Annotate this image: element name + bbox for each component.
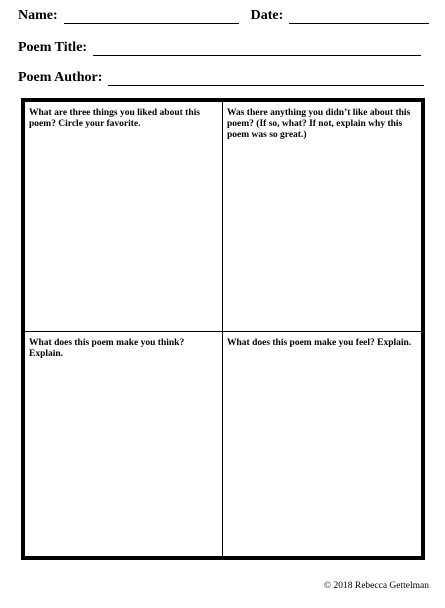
poem-title-field-line[interactable]: [93, 42, 421, 56]
poem-title-label: Poem Title:: [18, 40, 88, 55]
poem-title-row: [18, 40, 421, 56]
poem-author-label: Poem Author:: [18, 70, 103, 85]
question-think: What does this poem make you think? Explain.: [29, 338, 185, 359]
date-field-line[interactable]: [289, 10, 429, 24]
name-field-line[interactable]: [64, 10, 239, 24]
poem-author-field-line[interactable]: [108, 72, 424, 86]
response-box-think[interactable]: [25, 332, 223, 556]
response-box-liked[interactable]: [25, 102, 223, 332]
question-feel: What does this poem make you feel? Explain.: [227, 338, 412, 348]
poem-author-row: [18, 70, 424, 86]
response-box-disliked[interactable]: [223, 102, 421, 332]
copyright-notice: © 2018 Rebecca Gettelman: [323, 581, 429, 591]
response-box-feel[interactable]: [223, 332, 421, 556]
date-label: Date:: [250, 8, 284, 23]
question-liked: What are three things you liked about this poem? Circle your favorite.: [29, 108, 200, 129]
response-grid: [21, 98, 425, 560]
name-label: Name:: [18, 8, 58, 23]
question-disliked: Was there anything you didn’t like about this poem? (If so, what? If not, explain why this poem was so great.): [227, 108, 411, 140]
name-date-row: [18, 8, 429, 24]
